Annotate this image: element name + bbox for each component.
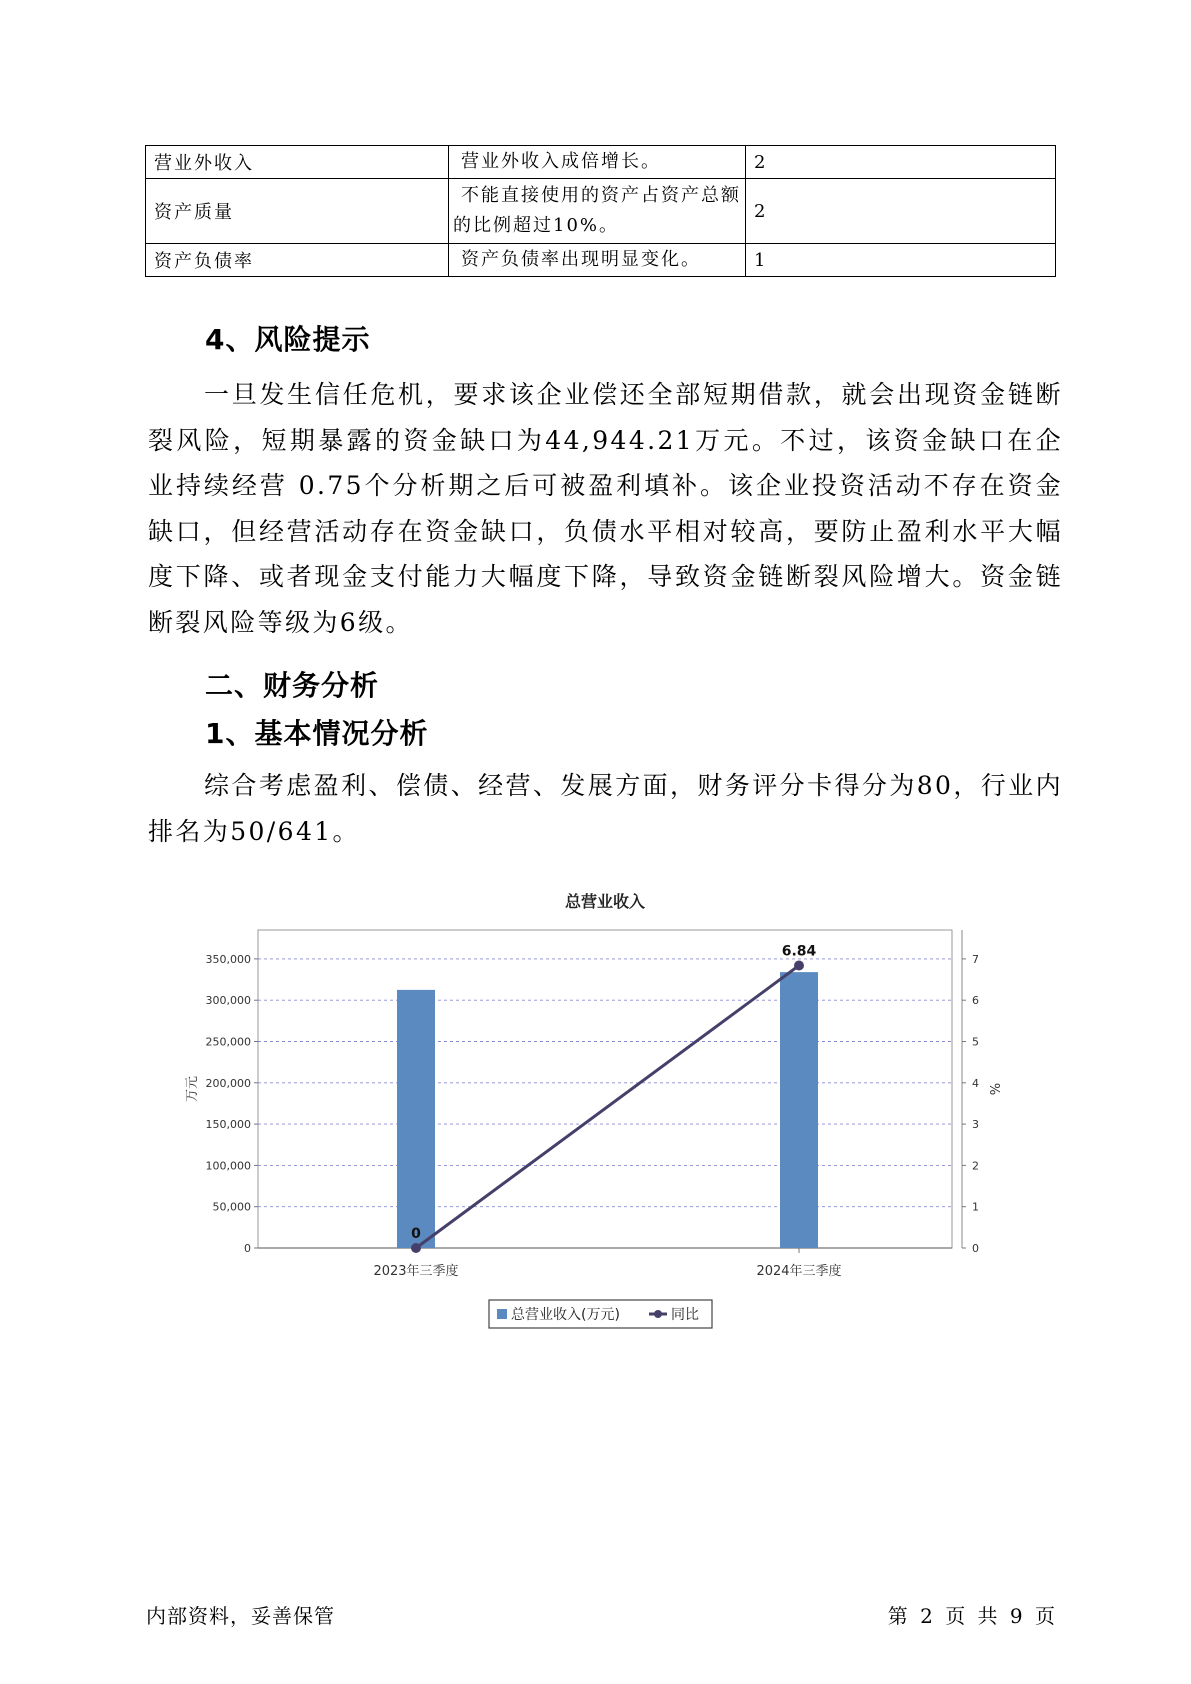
footer-page-number: 第 2 页 共 9 页 <box>887 1604 1056 1628</box>
y2-tick-label: 5 <box>972 1035 979 1049</box>
line-point <box>794 961 804 971</box>
data-label: 0 <box>411 1226 421 1242</box>
table-cell-item: 资产质量 <box>146 179 449 244</box>
y2-tick-label: 0 <box>972 1242 979 1255</box>
bar-revenue <box>397 990 435 1248</box>
y2-tick-label: 2 <box>972 1159 979 1173</box>
line-yoy <box>416 966 799 1248</box>
y-tick-label: 350,000 <box>205 952 251 966</box>
y-tick-label: 300,000 <box>205 994 251 1008</box>
footer-confidential: 内部资料，妥善保管 <box>146 1604 335 1628</box>
desc-line-2: 的比例超过10%。 <box>453 215 620 236</box>
y-tick-label: 150,000 <box>205 1118 251 1132</box>
table-cell-desc <box>449 244 746 277</box>
x-tick-label: 2024年三季度 <box>756 1264 842 1279</box>
basic-analysis-heading: 1、基本情况分析 <box>205 717 429 750</box>
table-row <box>146 146 1056 179</box>
y2-axis-label: % <box>986 1082 1001 1096</box>
chart-svg <box>178 880 1018 1340</box>
desc-line-1: 不能直接使用的资产占资产总额 <box>461 185 741 206</box>
table-cell-item: 营业外收入 <box>146 146 449 179</box>
y-axis-label: 万元 <box>185 1075 200 1103</box>
y-tick-label: 200,000 <box>205 1076 251 1090</box>
y2-tick-label: 4 <box>972 1076 979 1090</box>
revenue-chart <box>178 880 1018 1340</box>
table-cell-score: 2 <box>746 146 1056 179</box>
line-point <box>411 1243 421 1253</box>
finance-heading: 二、财务分析 <box>205 669 380 702</box>
y2-tick-label: 1 <box>972 1200 979 1214</box>
bar-revenue <box>780 972 818 1248</box>
data-label: 6.84 <box>781 943 817 960</box>
plot-frame <box>258 930 952 1248</box>
table-cell-score: 2 <box>746 179 1056 244</box>
y2-tick-label: 7 <box>972 952 979 966</box>
risk-paragraph: 一旦发生信任危机，要求该企业偿还全部短期借款，就会出现资金链断裂风险，短期暴露的资金缺口为44,944.21万元。不过，该资金缺口在企业持续经营 0.75个分析期之后可被盈利填补。该企业投资活动不存在资金缺口，但经营活动存在资金缺口，负债水平相对较高，要防止盈利水平大幅度下降、或者现金支付能力大幅度下降，导致资金链断裂风险增大。资金链断裂风险等级为6级。 <box>148 380 1063 637</box>
chart-title: 总营业收入 <box>564 892 646 911</box>
table-row <box>146 179 1056 244</box>
risk-table <box>145 145 1056 277</box>
y2-tick-label: 3 <box>972 1118 979 1132</box>
table-cell-desc <box>449 179 746 244</box>
legend-swatch-bar <box>497 1309 507 1319</box>
risk-heading: 4、风险提示 <box>205 323 371 356</box>
table-row <box>146 244 1056 277</box>
y2-tick-label: 6 <box>972 994 979 1008</box>
finance-paragraph: 综合考虑盈利、偿债、经营、发展方面，财务评分卡得分为80，行业内排名为50/641。 <box>148 771 1063 846</box>
desc-text: 资产负债率出现明显变化。 <box>461 249 701 270</box>
y-tick-label: 100,000 <box>205 1159 251 1173</box>
desc-text: 营业外收入成倍增长。 <box>461 151 661 172</box>
legend-label-bar: 总营业收入(万元) <box>511 1307 620 1323</box>
y-tick-label: 50,000 <box>212 1200 251 1214</box>
y-tick-label: 250,000 <box>205 1035 251 1049</box>
table-cell-score: 1 <box>746 244 1056 277</box>
y-tick-label: 0 <box>244 1242 251 1255</box>
table-cell-item: 资产负债率 <box>146 244 449 277</box>
x-tick-label: 2023年三季度 <box>373 1264 459 1279</box>
legend-swatch-dot <box>654 1310 662 1318</box>
table-cell-desc <box>449 146 746 179</box>
legend-label-line: 同比 <box>671 1307 699 1323</box>
